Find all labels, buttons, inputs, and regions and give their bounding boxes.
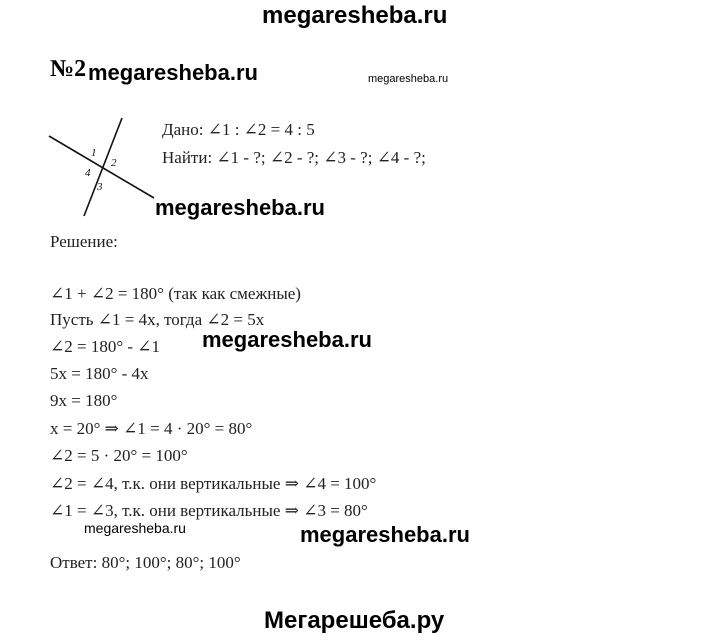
solution-line-6: x = 20° ⇒ ∠1 = 4 · 20° = 80° — [50, 419, 253, 438]
watermark-near-title: megaresheba.ru — [88, 60, 258, 85]
diagram-label-2: 2 — [111, 157, 117, 169]
watermark-small-top-right: megaresheba.ru — [368, 73, 449, 85]
watermark-below-diagram: megaresheba.ru — [155, 195, 325, 220]
watermark-middle: megaresheba.ru — [202, 327, 372, 352]
solution-line-8: ∠2 = ∠4, т.к. они вертикальные ⇒ ∠4 = 100° — [50, 474, 377, 493]
solution-line-2: Пусть ∠1 = 4x, тогда ∠2 = 5x — [50, 310, 265, 329]
problem-number: №2 — [50, 56, 87, 82]
diagram-label-1: 1 — [91, 147, 97, 159]
solution-line-1: ∠1 + ∠2 = 180° (так как смежные) — [50, 284, 301, 303]
footer-watermark: Мегарешеба.ру — [264, 607, 445, 634]
diagram-label-3: 3 — [97, 181, 103, 193]
solution-line-4: 5x = 180° - 4x — [50, 364, 149, 383]
solution-line-3: ∠2 = 180° - ∠1 — [50, 337, 161, 356]
diagram-label-4: 4 — [85, 167, 91, 179]
answer-line: Ответ: 80°; 100°; 80°; 100° — [50, 553, 241, 572]
watermark-top: megaresheba.ru — [262, 2, 448, 29]
watermark-bottom-right: megaresheba.ru — [300, 522, 470, 547]
solution-line-5: 9x = 180° — [50, 391, 118, 410]
solution-line-9: ∠1 = ∠3, т.к. они вертикальные ⇒ ∠3 = 80° — [50, 501, 368, 520]
intersecting-lines-diagram — [44, 112, 164, 222]
find-statement: Найти: ∠1 - ?; ∠2 - ?; ∠3 - ?; ∠4 - ?; — [162, 148, 426, 167]
given-statement: Дано: ∠1 : ∠2 = 4 : 5 — [162, 120, 315, 139]
watermark-small-bottom-left: megaresheba.ru — [84, 520, 186, 536]
solution-header: Решение: — [50, 232, 118, 251]
solution-line-7: ∠2 = 5 · 20° = 100° — [50, 446, 188, 465]
